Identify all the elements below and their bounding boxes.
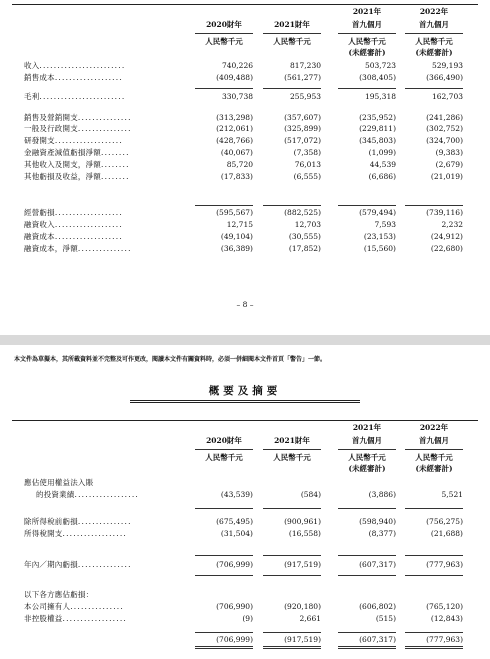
- col-header-currency: 人民幣千元: [348, 37, 386, 46]
- table-cell: 740,226: [221, 61, 253, 70]
- subtotal-rule: [263, 205, 321, 206]
- table-cell: (561,277): [284, 73, 321, 82]
- table-cell: 76,013: [294, 160, 321, 169]
- row-label: 除所得稅前虧損...............: [24, 517, 132, 526]
- subtotal-rule: [263, 555, 321, 556]
- row-label: 本公司擁有人...............: [24, 602, 124, 611]
- table-cell: (428,766): [216, 136, 253, 145]
- row-label: 非控股權益..................: [24, 614, 128, 623]
- leader-dots: ...................: [54, 232, 123, 241]
- row-label: 以下各方應佔虧損：: [24, 590, 94, 599]
- table-cell: (24,912): [430, 232, 463, 241]
- leader-dots: ...............: [77, 124, 132, 133]
- table-cell: (241,286): [426, 113, 463, 122]
- leader-dots: ...................: [54, 73, 123, 82]
- col-header-period: 首九個月: [352, 20, 382, 29]
- row-label: 一般及行政開支...............: [24, 124, 132, 133]
- page-separator: [0, 335, 490, 345]
- table-cell: (777,963): [426, 560, 463, 569]
- row-label: 毛利........................: [24, 92, 126, 101]
- row-label: 經營虧損...................: [24, 208, 123, 217]
- table-cell: (16,558): [288, 529, 321, 538]
- table-cell: (325,899): [284, 124, 321, 133]
- table-cell: (17,833): [220, 172, 253, 181]
- col-header-audit: (未經審計): [348, 464, 386, 473]
- table-cell: (706,990): [216, 602, 253, 611]
- page-number: – 8 –: [236, 300, 254, 309]
- table-cell: 255,953: [289, 92, 321, 101]
- table-cell: (606,802): [359, 602, 396, 611]
- subtotal-rule: [405, 508, 463, 509]
- header-underline: [405, 33, 463, 34]
- table-cell: 817,230: [289, 61, 321, 70]
- table-cell: (882,525): [284, 208, 321, 217]
- total-double-rule: [405, 646, 463, 647]
- table-cell: (235,952): [359, 113, 396, 122]
- table-cell: (9): [242, 614, 253, 623]
- table-cell: (30,555): [288, 232, 321, 241]
- leader-dots: ...................: [54, 136, 123, 145]
- table-cell: (756,275): [426, 517, 463, 526]
- row-label: 其他虧損及收益，淨額........: [24, 172, 130, 181]
- col-header-currency: 人民幣千元: [273, 37, 311, 46]
- table-cell: (49,104): [220, 232, 253, 241]
- header-underline: [405, 449, 463, 450]
- table-cell: (409,488): [216, 73, 253, 82]
- leader-dots: ...............: [77, 517, 132, 526]
- table-cell: (595,567): [216, 208, 253, 217]
- table-cell: (324,700): [426, 136, 463, 145]
- table-cell: (917,519): [284, 560, 321, 569]
- col-header-currency: 人民幣千元: [348, 453, 386, 462]
- table-cell: (345,803): [359, 136, 396, 145]
- table-cell: (917,519): [284, 635, 321, 644]
- table-cell: (675,495): [216, 517, 253, 526]
- table-cell: (366,490): [426, 73, 463, 82]
- col-header-year: 2021年: [352, 7, 382, 16]
- table-cell: (6,555): [293, 172, 321, 181]
- table-cell: (706,999): [216, 560, 253, 569]
- header-underline: [195, 449, 253, 450]
- table-cell: 503,723: [364, 61, 396, 70]
- subtotal-rule: [405, 632, 463, 633]
- col-header-period: 2020財年: [206, 20, 242, 29]
- table-cell: 330,738: [221, 92, 253, 101]
- leader-dots: ........: [101, 148, 130, 157]
- subtotal-rule: [338, 508, 396, 509]
- subtotal-rule: [405, 88, 463, 89]
- leader-dots: ..................: [74, 490, 140, 499]
- table-cell: (1,099): [368, 148, 396, 157]
- col-header-currency: 人民幣千元: [205, 453, 243, 462]
- subtotal-rule: [263, 632, 321, 633]
- col-header-audit: (未經審計): [415, 48, 453, 57]
- table-cell: (43,539): [220, 490, 253, 499]
- leader-dots: ...............: [77, 560, 132, 569]
- table-cell: (313,298): [216, 113, 253, 122]
- col-header-year: 2022年: [419, 7, 449, 16]
- table-cell: (607,317): [359, 635, 396, 644]
- col-header-period: 首九個月: [419, 20, 449, 29]
- leader-dots: ...............: [77, 113, 132, 122]
- subtotal-rule: [195, 88, 253, 89]
- table-cell: (6,686): [368, 172, 396, 181]
- col-header-period: 2021財年: [274, 436, 310, 445]
- table-cell: (706,999): [216, 635, 253, 644]
- subtotal-rule: [405, 205, 463, 206]
- subtotal-rule: [263, 575, 321, 576]
- col-header-period: 2020財年: [206, 436, 242, 445]
- row-label: 應佔使用權益法入賬: [24, 478, 94, 487]
- header-underline: [338, 33, 396, 34]
- table-top-rule: [12, 420, 478, 421]
- leader-dots: ..................: [62, 614, 128, 623]
- table-cell: (36,389): [220, 244, 253, 253]
- col-header-year: 2021年: [352, 423, 382, 432]
- leader-dots: ...................: [54, 220, 123, 229]
- table-cell: 2,661: [299, 614, 321, 623]
- row-label: 收入........................: [24, 61, 126, 70]
- table-cell: (765,120): [426, 602, 463, 611]
- table-cell: (22,680): [430, 244, 463, 253]
- table-cell: 529,193: [431, 61, 463, 70]
- table-cell: (777,963): [426, 635, 463, 644]
- row-label: 銷售成本...................: [24, 73, 123, 82]
- leader-dots: ..................: [62, 529, 128, 538]
- table-cell: (3,886): [368, 490, 396, 499]
- table-cell: 12,715: [226, 220, 253, 229]
- top-rule: [12, 4, 478, 5]
- table-cell: 85,720: [226, 160, 253, 169]
- table-cell: (607,317): [359, 560, 396, 569]
- subtotal-rule: [195, 555, 253, 556]
- subtotal-rule: [195, 205, 253, 206]
- table-cell: (302,752): [426, 124, 463, 133]
- table-cell: (7,358): [293, 148, 321, 157]
- title-underline: [130, 402, 360, 403]
- section-title: 概要及摘要: [208, 385, 282, 397]
- leader-dots: ........................: [39, 92, 126, 101]
- table-cell: 7,593: [374, 220, 396, 229]
- table-cell: (229,811): [359, 124, 396, 133]
- total-double-rule: [338, 646, 396, 647]
- col-header-currency: 人民幣千元: [205, 37, 243, 46]
- col-header-currency: 人民幣千元: [415, 37, 453, 46]
- draft-notice: 本文件為草擬本，其所載資料並不完整及可作更改，閱讀本文件有關資料時，必須一併細閱本文件首頁「警告」一節。: [14, 356, 327, 363]
- col-header-period: 首九個月: [352, 436, 382, 445]
- total-double-rule: [195, 648, 253, 649]
- total-double-rule: [263, 646, 321, 647]
- table-cell: (15,560): [363, 244, 396, 253]
- subtotal-rule: [195, 632, 253, 633]
- table-cell: (920,180): [284, 602, 321, 611]
- subtotal-rule: [195, 508, 253, 509]
- row-label: 融資成本...................: [24, 232, 123, 241]
- table-cell: (9,383): [435, 148, 463, 157]
- leader-dots: ........: [101, 160, 130, 169]
- table-cell: (584): [300, 490, 321, 499]
- row-label: 研發開支...................: [24, 136, 123, 145]
- total-double-rule: [263, 648, 321, 649]
- col-header-year: 2022年: [419, 423, 449, 432]
- table-cell: (900,961): [284, 517, 321, 526]
- col-header-currency: 人民幣千元: [415, 453, 453, 462]
- table-cell: (212,061): [216, 124, 253, 133]
- subtotal-rule: [338, 632, 396, 633]
- subtotal-rule: [195, 575, 253, 576]
- table-cell: 44,539: [369, 160, 396, 169]
- table-cell: (40,067): [220, 148, 253, 157]
- col-header-currency: 人民幣千元: [273, 453, 311, 462]
- header-underline: [263, 33, 321, 34]
- row-label: 融資成本，淨額...............: [24, 244, 132, 253]
- table-cell: 162,703: [431, 92, 463, 101]
- subtotal-rule: [338, 575, 396, 576]
- col-header-audit: (未經審計): [348, 48, 386, 57]
- header-underline: [195, 33, 253, 34]
- row-label: 金融資產減值虧損淨額........: [24, 148, 130, 157]
- leader-dots: ...................: [54, 208, 123, 217]
- table-cell: 5,521: [441, 490, 463, 499]
- leader-dots: ...............: [77, 244, 132, 253]
- table-cell: (579,494): [359, 208, 396, 217]
- col-header-period: 2021財年: [274, 20, 310, 29]
- col-header-period: 首九個月: [419, 436, 449, 445]
- total-double-rule: [338, 648, 396, 649]
- subtotal-rule: [338, 555, 396, 556]
- row-label: 融資收入...................: [24, 220, 123, 229]
- table-cell: (357,607): [284, 113, 321, 122]
- leader-dots: ........................: [39, 61, 126, 70]
- table-cell: (598,940): [359, 517, 396, 526]
- table-cell: (517,072): [284, 136, 321, 145]
- table-cell: (17,852): [288, 244, 321, 253]
- table-cell: (739,116): [426, 208, 463, 217]
- row-label: 其他收入及開支，淨額........: [24, 160, 130, 169]
- table-cell: 195,318: [364, 92, 396, 101]
- table-cell: 2,232: [441, 220, 463, 229]
- table-cell: (23,153): [363, 232, 396, 241]
- col-header-audit: (未經審計): [415, 464, 453, 473]
- table-cell: (21,688): [430, 529, 463, 538]
- table-cell: (515): [375, 614, 396, 623]
- row-label: 銷售及營銷開支...............: [24, 113, 132, 122]
- leader-dots: ...............: [70, 602, 124, 611]
- row-label: 年內／期內虧損...............: [24, 560, 132, 569]
- table-cell: (12,843): [430, 614, 463, 623]
- header-underline: [338, 449, 396, 450]
- title-underline: [130, 400, 360, 401]
- table-cell: (2,679): [435, 160, 463, 169]
- table-cell: 12,703: [294, 220, 321, 229]
- subtotal-rule: [338, 205, 396, 206]
- table-cell: (31,504): [220, 529, 253, 538]
- subtotal-rule: [405, 555, 463, 556]
- subtotal-rule: [263, 508, 321, 509]
- total-double-rule: [195, 646, 253, 647]
- table-cell: (308,405): [359, 73, 396, 82]
- subtotal-rule: [263, 88, 321, 89]
- row-label: 所得稅開支..................: [24, 529, 128, 538]
- leader-dots: ........: [101, 172, 130, 181]
- header-underline: [263, 449, 321, 450]
- total-double-rule: [405, 648, 463, 649]
- table-cell: (21,019): [430, 172, 463, 181]
- row-label: 的投資業績..................: [36, 490, 140, 499]
- subtotal-rule: [405, 575, 463, 576]
- table-cell: (8,377): [368, 529, 396, 538]
- subtotal-rule: [338, 88, 396, 89]
